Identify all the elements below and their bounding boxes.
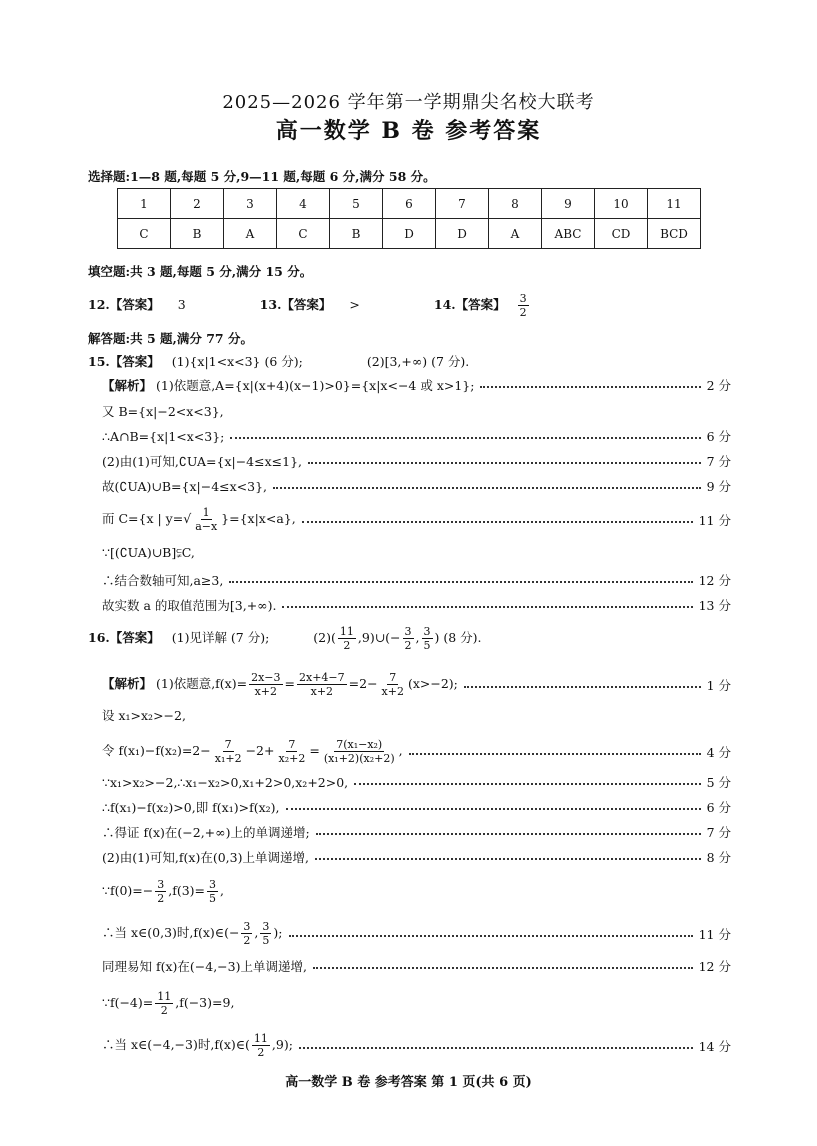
q16-l6: ∴得证 f(x)在(−2,+∞)上的单调递增; [102, 825, 310, 840]
q16-l3a: 令 f(x₁)−f(x₂)=2− [102, 743, 211, 758]
q15-score-3: 6 分 [706, 429, 731, 444]
q16-step-10 [102, 957, 731, 975]
q15-analysis-label: 【解析】 [102, 378, 153, 393]
answer-cell: B [330, 219, 383, 249]
q16-answer-frac-2 [403, 625, 414, 652]
q16-l1-f2d: x+2 [310, 685, 334, 698]
question-number-cell: 7 [436, 189, 489, 219]
q16-l3-f2n: 7 [288, 738, 296, 751]
answer-key-title: 高一数学 B 卷 参考答案 [275, 118, 542, 144]
q16-step-12 [102, 1032, 731, 1059]
q16-step-3 [102, 738, 731, 765]
choice-answer-table [117, 188, 701, 249]
q16-l12-f1d: 2 [257, 1046, 265, 1059]
q16-l9-f2n: 3 [262, 920, 270, 933]
answer-cell: CD [595, 219, 648, 249]
q16-l7: (2)由(1)可知,f(x)在(0,3)上单调递增, [102, 850, 309, 865]
q16-step-5 [102, 798, 731, 816]
q16-l8b: ,f(3)= [168, 883, 206, 898]
q16-score-3: 4 分 [706, 744, 731, 760]
q16-l9-f1n: 3 [243, 920, 251, 933]
q16-l3-frac-1 [213, 738, 244, 765]
q15-answer-line [88, 352, 469, 370]
q16-l8a: ∵f(0)=− [102, 883, 154, 898]
answer-cell: ABC [542, 219, 595, 249]
q16-l5: ∴f(x₁)−f(x₂)>0,即 f(x₁)>f(x₂), [102, 800, 280, 815]
q16-l9b: , [254, 925, 259, 940]
q15-l1: (1)依题意,A={x|(x+4)(x−1)>0}={x|x<−4 或 x>1}; [156, 378, 475, 393]
q14-label: 14.【答案】 [433, 297, 506, 312]
q16-score-10: 12 分 [698, 959, 731, 974]
choice-intro: 选择题:1—8 题,每题 5 分,9—11 题,每题 6 分,满分 58 分。 [88, 169, 436, 184]
q16-l9-f2d: 5 [262, 934, 270, 947]
q16-l1d: (x>−2); [407, 676, 458, 691]
q16-l2: 设 x₁>x₂>−2, [102, 708, 186, 723]
q15-step-9 [102, 596, 731, 614]
q16-answer-frac-3 [422, 625, 433, 652]
q16-l3-frac-2 [276, 738, 307, 765]
q14-num: 3 [519, 292, 527, 305]
q15-step-4 [102, 452, 731, 470]
answer-cell: C [277, 219, 330, 249]
q16-l1b: = [284, 676, 295, 691]
q16-score-12: 14 分 [698, 1038, 731, 1054]
q16-answer-frac-1 [338, 625, 356, 652]
q15-l7: ∵[(∁UA)∪B]⫋C, [102, 545, 195, 560]
q15-step-2 [102, 402, 731, 420]
q15-l6a: 而 C={x | y=√ [102, 511, 192, 526]
q16-l3-frac-3 [322, 738, 397, 765]
q16-l11-frac-1 [155, 990, 173, 1017]
fill-answers [88, 292, 531, 319]
q15-step-8 [102, 571, 731, 589]
q15-l4: (2)由(1)可知,∁UA={x|−4≤x≤1}, [102, 454, 303, 469]
q16-l1-f3n: 7 [389, 671, 397, 684]
fill-intro: 填空题:共 3 题,每题 5 分,满分 15 分。 [88, 264, 313, 279]
answer-cell: D [383, 219, 436, 249]
question-number-cell: 5 [330, 189, 383, 219]
q16-l3-f3d: (x₁+2)(x₂+2) [323, 752, 395, 765]
q16-l1-frac-2 [297, 671, 347, 698]
answer-cell: D [436, 219, 489, 249]
q15-score-5: 9 分 [706, 479, 731, 494]
q16-answer-2c: , [415, 630, 420, 645]
question-number-cell: 4 [277, 189, 330, 219]
question-number-row [118, 189, 701, 219]
q16-l8-frac-1 [155, 878, 166, 905]
q16-l3b: −2+ [245, 743, 275, 758]
question-number-cell: 9 [542, 189, 595, 219]
q16-l3-f3n: 7(x₁−x₂) [336, 738, 383, 751]
q15-sqrt-fraction [193, 506, 219, 533]
q16-l9c: ); [273, 925, 283, 940]
q16-answer-label: 16.【答案】 [88, 630, 160, 645]
q16-l9a: ∴当 x∈(0,3)时,f(x)∈(− [102, 925, 240, 940]
q16-score-1: 1 分 [706, 677, 731, 693]
q16-l3c: = [309, 743, 320, 758]
q12-label: 12.【答案】 [88, 297, 160, 312]
q16-l11a: ∵f(−4)= [102, 995, 154, 1010]
answer-cell: B [171, 219, 224, 249]
q15-l9: 故实数 a 的取值范围为[3,+∞). [102, 598, 277, 613]
q13-label: 13.【答案】 [259, 297, 332, 312]
q16-l1-f1d: x+2 [254, 685, 278, 698]
q16-step-6 [102, 823, 731, 841]
q16-step-9 [102, 920, 731, 947]
answer-row [118, 219, 701, 249]
answer-cell: A [489, 219, 542, 249]
q16-l11b: ,f(−3)=9, [175, 995, 235, 1010]
q16-l1-frac-1 [249, 671, 282, 698]
q16-l12-f1n: 11 [253, 1032, 268, 1045]
q16-l8-f1d: 2 [157, 892, 165, 905]
answer-cell: BCD [648, 219, 701, 249]
q15-step-5 [102, 477, 731, 495]
q16-l8-f2d: 5 [209, 892, 217, 905]
q16-answer-2a: (2)( [313, 630, 336, 645]
answer-cell: A [224, 219, 277, 249]
q14-answer-fraction [518, 292, 529, 319]
q16-l9-frac-2 [260, 920, 271, 947]
q16-l8-frac-2 [207, 878, 218, 905]
q16-l8c: , [220, 883, 224, 898]
q14-den: 2 [519, 306, 527, 319]
q16-a-n3: 3 [423, 625, 431, 638]
q16-l12-frac-1 [252, 1032, 270, 1059]
q16-l1-f3d: x+2 [381, 685, 404, 698]
page-footer: 高一数学 B 卷 参考答案 第 1 页(共 6 页) [285, 1075, 532, 1090]
q16-answer-1: (1)见详解 (7 分); [171, 630, 270, 645]
q16-analysis-label: 【解析】 [102, 676, 153, 691]
q15-l5: 故(∁UA)∪B={x|−4≤x<3}, [102, 479, 268, 494]
q15-step-3 [102, 427, 731, 445]
q16-score-9: 11 分 [698, 926, 731, 942]
q16-l1-f1n: 2x−3 [251, 671, 281, 684]
q15-score-8: 12 分 [698, 573, 731, 588]
q15-answer-1: (1){x|1<x<3} (6 分); [171, 354, 303, 369]
q16-l3d: , [398, 743, 403, 758]
question-number-cell: 11 [648, 189, 701, 219]
question-number-cell: 3 [224, 189, 277, 219]
q15-score-6: 11 分 [698, 512, 731, 528]
q16-l3-f1n: 7 [224, 738, 232, 751]
q16-a-d3: 5 [423, 639, 431, 652]
solve-intro: 解答题:共 5 题,满分 77 分。 [88, 331, 253, 346]
q16-step-1 [102, 671, 731, 698]
q16-l1c: =2− [348, 676, 378, 691]
q16-l3-f1d: x₁+2 [214, 752, 242, 765]
q16-step-2 [102, 706, 731, 724]
q16-l12b: ,9); [271, 1037, 293, 1052]
q16-score-4: 5 分 [706, 775, 731, 790]
q16-l3-f2d: x₂+2 [278, 752, 306, 765]
q16-l11-f1d: 2 [160, 1004, 168, 1017]
q15-score-1: 2 分 [706, 378, 731, 393]
q12-answer: 3 [177, 297, 186, 312]
q16-answer-line [88, 625, 482, 652]
exam-title: 2025—2026 学年第一学期鼎尖名校大联考 [222, 92, 595, 113]
q15-answer-2: (2)[3,+∞) (7 分). [366, 354, 470, 369]
q16-step-7 [102, 848, 731, 866]
q15-l6-den: a−x [195, 520, 218, 533]
q15-l2: 又 B={x|−2<x<3}, [102, 404, 224, 419]
q16-score-6: 7 分 [706, 825, 731, 840]
q16-step-11 [102, 990, 731, 1017]
q15-l3: ∴A∩B={x|1<x<3}; [102, 428, 225, 444]
q16-l12a: ∴当 x∈(−4,−3)时,f(x)∈( [102, 1037, 250, 1052]
q15-score-9: 13 分 [698, 598, 731, 613]
q16-l4: ∵x₁>x₂>−2,∴x₁−x₂>0,x₁+2>0,x₂+2>0, [102, 774, 349, 790]
q16-l1-frac-3 [380, 671, 406, 698]
q15-l6-num: 1 [202, 506, 210, 519]
q13-answer: > [349, 297, 360, 312]
question-number-cell: 1 [118, 189, 171, 219]
answer-cell: C [118, 219, 171, 249]
q15-score-4: 7 分 [706, 454, 731, 469]
q15-step-7 [102, 545, 731, 561]
q16-step-4 [102, 773, 731, 791]
q16-l10: 同理易知 f(x)在(−4,−3)上单调递增, [102, 959, 307, 974]
q16-answer-2b: ,9)∪(− [357, 630, 401, 645]
q15-l6b: }={x|x<a}, [221, 511, 296, 526]
q16-l8-f1n: 3 [157, 878, 165, 891]
q16-l8-f2n: 3 [209, 878, 217, 891]
q16-answer-2d: ) (8 分). [434, 630, 482, 645]
question-number-cell: 10 [595, 189, 648, 219]
q16-score-7: 8 分 [706, 850, 731, 865]
q16-score-5: 6 分 [706, 800, 731, 815]
q15-l8: ∴结合数轴可知,a≥3, [102, 573, 224, 588]
question-number-cell: 8 [489, 189, 542, 219]
q16-step-8 [102, 878, 731, 905]
q16-l1-f2n: 2x+4−7 [299, 671, 345, 684]
q16-l1a: (1)依题意,f(x)= [156, 676, 248, 691]
q16-a-d1: 2 [343, 639, 351, 652]
q16-l9-frac-1 [241, 920, 252, 947]
question-number-cell: 2 [171, 189, 224, 219]
q16-a-d2: 2 [404, 639, 412, 652]
q16-a-n1: 11 [339, 625, 354, 638]
q16-l9-f1d: 2 [243, 934, 251, 947]
q15-step-1 [102, 376, 731, 394]
q16-l11-f1n: 11 [157, 990, 172, 1003]
q15-answer-label: 15.【答案】 [88, 354, 160, 369]
q15-step-6 [102, 506, 731, 533]
question-number-cell: 6 [383, 189, 436, 219]
q16-a-n2: 3 [404, 625, 412, 638]
